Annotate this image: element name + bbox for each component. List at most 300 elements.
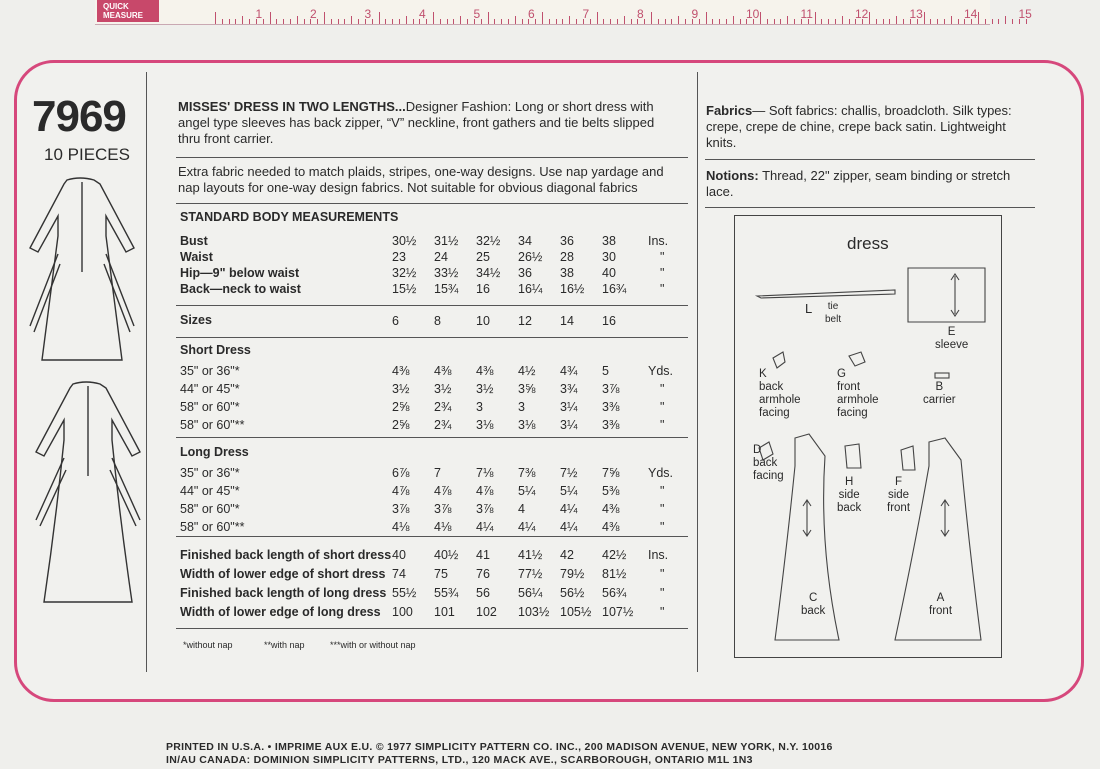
short-dress-heading: Short Dress [180,343,251,357]
ruler-tick [740,19,741,24]
ruler-tick [379,12,380,24]
cell-value: 25 [476,250,490,264]
ruler-tick [706,12,707,24]
ruler-number: 9 [691,7,699,21]
cell-value: 24 [434,250,448,264]
cell-value: 3⅝ [518,382,536,396]
piece-k-label: K back armhole facing [759,368,801,419]
cell-value: 3 [476,400,483,414]
ruler-tick [426,19,427,24]
cell-unit: " [660,484,665,498]
ruler-number: 1 [255,7,263,21]
cell-value: 4¼ [476,520,494,534]
pattern-pieces-diagram [734,215,1002,658]
measurements-heading: STANDARD BODY MEASUREMENTS [180,210,399,224]
description-line1: Designer Fashion: Long or short dress with [405,99,654,114]
cell-value: 26½ [518,250,543,264]
ruler-tick [699,19,700,24]
ruler-tick [726,19,727,24]
cell-unit: " [660,266,665,280]
ruler-tick [787,16,788,24]
cell-value: 3½ [434,382,452,396]
cell-value: 4⅜ [602,502,620,516]
size-value: 8 [434,314,441,328]
cell-value: 30½ [392,234,417,248]
row-label: Finished back length of short dress [180,548,392,562]
ruler-tick [849,19,850,24]
cell-unit: " [660,502,665,516]
cell-unit: " [660,586,665,600]
cell-value: 4½ [518,364,536,378]
ruler-tick [978,12,979,24]
piece-f-label: F side front [887,476,911,514]
cell-value: 33½ [434,266,459,280]
description-line3: thru front carrier. [178,131,274,146]
cell-value: 7⅝ [602,466,620,480]
ruler-tick [998,19,999,24]
cell-value: 34½ [476,266,501,280]
cell-value: 55¾ [434,586,459,600]
cell-value: 40 [602,266,616,280]
ruler-number: 14 [964,7,978,21]
cell-value: 7½ [560,466,578,480]
ruler-number: 12 [855,7,869,21]
cell-value: 3½ [392,382,410,396]
cell-value: 3⅞ [392,502,410,516]
row-label: Waist [180,250,213,264]
ruler-number: 5 [473,7,481,21]
row-label: 58" or 60"* [180,502,240,516]
ruler-tick [317,19,318,24]
ruler-tick [406,16,407,24]
cell-value: 6⅞ [392,466,410,480]
ruler-tick [815,12,816,24]
footer-line2: IN/AU CANADA: DOMINION SIMPLICITY PATTERNS, LTD., 120 MACK AVE., SCARBOROUGH, ONTARIO M1L 1N3 [166,754,753,766]
ruler-tick [481,19,482,24]
ruler-tick [433,12,434,24]
cell-value: 36 [518,266,532,280]
footnote-with-nap: **with nap [264,640,305,650]
ruler-tick [951,16,952,24]
divider [176,628,688,629]
ruler-tick [222,19,223,24]
cell-value: 3⅞ [434,502,452,516]
piece-e-label: E sleeve [935,326,969,351]
cell-unit: " [660,418,665,432]
cell-value: 56 [476,586,490,600]
cell-value: 34 [518,234,532,248]
row-label: 44" or 45"* [180,382,240,396]
ruler-tick [631,19,632,24]
row-label: 58" or 60"** [180,418,245,432]
piece-a-label: A front [929,592,953,617]
ruler-tick [385,19,386,24]
piece-b-label: B carrier [923,381,956,406]
cell-value: 7⅛ [476,466,494,480]
extra-note-line2: nap layouts for one-way design fabrics. Not suitable for obvious diagonal fabrics [178,180,638,195]
ruler-tick [992,19,993,24]
ruler-number: 2 [310,7,317,21]
cell-value: 15½ [392,282,417,296]
ruler-tick [821,19,822,24]
ruler-tick [590,19,591,24]
ruler-tick [610,19,611,24]
cell-value: 3⅛ [518,418,536,432]
cell-value: 4⅜ [476,364,494,378]
right-column-divider [697,72,698,672]
ruler-tick [494,19,495,24]
piece-l-name: tie belt [825,301,842,325]
ruler-tick [685,19,686,24]
ruler-tick [562,19,563,24]
quick-measure-ruler [95,0,1032,25]
piece-g-label: G front armhole facing [837,368,879,419]
fabrics-info [706,103,1036,151]
ruler-tick [501,19,502,24]
cell-value: 16½ [560,282,585,296]
cell-value: 5¼ [518,484,536,498]
notions-line2: lace. [706,184,734,199]
ruler-tick [1005,16,1006,24]
ruler-tick [924,12,925,24]
ruler-tick [276,19,277,24]
ruler-tick [549,19,550,24]
ruler-tick [651,12,652,24]
piece-l-letter: L [805,301,813,316]
ruler-logo: QUICK MEASURE [97,0,159,22]
cell-value: 105½ [560,605,592,619]
row-label: 58" or 60"** [180,520,245,534]
cell-value: 4¼ [560,520,578,534]
ruler-tick [249,19,250,24]
cell-value: 107½ [602,605,634,619]
cell-value: 7 [434,466,441,480]
cell-value: 4⅜ [392,364,410,378]
ruler-tick [304,19,305,24]
cell-value: 16¾ [602,282,627,296]
ruler-tick [467,19,468,24]
cell-value: 42 [560,548,574,562]
cell-value: 5 [602,364,609,378]
short-dress-illustration [22,176,142,376]
cell-value: 4¾ [560,364,578,378]
ruler-tick [597,12,598,24]
cell-value: 2¾ [434,418,452,432]
cell-value: 40½ [434,548,459,562]
ruler-tick [835,19,836,24]
cell-value: 38 [602,234,616,248]
row-label: 44" or 45"* [180,484,240,498]
ruler-number: 7 [582,7,590,21]
cell-value: 38 [560,266,574,280]
ruler-tick [767,19,768,24]
cell-value: 2⅝ [392,400,410,414]
ruler-tick [358,19,359,24]
cell-unit: " [660,282,665,296]
cell-unit: Ins. [648,548,669,562]
sizes-label: Sizes [180,313,212,327]
pieces-count: 10 PIECES [44,145,130,164]
ruler-tick [569,16,570,24]
row-label: 58" or 60"* [180,400,240,414]
cell-unit: " [660,250,665,264]
notions-label: Notions: [706,168,759,183]
ruler-tick [440,19,441,24]
extra-note-line1: Extra fabric needed to match plaids, stripes, one-way designs. Use nap yardage and [178,164,664,179]
ruler-tick [665,19,666,24]
cell-value: 4⅜ [602,520,620,534]
cell-value: 7⅜ [518,466,536,480]
cell-value: 4⅞ [392,484,410,498]
cell-value: 101 [434,605,455,619]
cell-value: 41½ [518,548,543,562]
ruler-number: 8 [637,7,644,21]
cell-unit: Ins. [648,234,669,248]
ruler-tick [242,16,243,24]
description-title: MISSES' DRESS IN TWO LENGTHS... [178,99,406,114]
row-label: Hip—9" below waist [180,266,300,280]
cell-unit: " [660,382,665,396]
row-label: Bust [180,234,208,248]
cell-value: 3⅛ [476,418,494,432]
cell-value: 4⅜ [434,364,452,378]
ruler-tick [869,12,870,24]
diagram-title: dress [847,234,889,253]
ruler-tick [392,19,393,24]
fabrics-line2: crepe, crepe de chine, crepe back satin. Lightweight [706,119,1006,134]
cell-value: 103½ [518,605,550,619]
size-value: 6 [392,314,399,328]
cell-value: 41 [476,548,490,562]
ruler-tick [283,19,284,24]
ruler-number: 4 [419,7,426,21]
row-label: Finished back length of long dress [180,586,387,600]
cell-value: 4⅛ [392,520,410,534]
cell-value: 32½ [392,266,417,280]
cell-value: 2¾ [434,400,452,414]
cell-value: 55½ [392,586,417,600]
cell-value: 3⅜ [602,418,620,432]
ruler-tick [399,19,400,24]
cell-value: 76 [476,567,490,581]
ruler-tick [338,19,339,24]
piece-h-label: H side back [837,476,862,514]
ruler-tick [937,19,938,24]
cell-value: 4⅞ [434,484,452,498]
ruler-tick [930,19,931,24]
ruler-number: 13 [909,7,923,21]
cell-value: 32½ [476,234,501,248]
size-value: 14 [560,314,574,328]
pattern-pieces-shapes [735,216,1001,657]
cell-value: 2⅝ [392,418,410,432]
row-label: Width of lower edge of short dress [180,567,386,581]
ruler-tick [985,19,986,24]
cell-value: 28 [560,250,574,264]
footer-line1: PRINTED IN U.S.A. • IMPRIME AUX E.U. © 1977 SIMPLICITY PATTERN CO. INC., 200 MADISON AVENUE, NEW YORK, N.Y. 10016 [166,741,833,753]
cell-value: 3¾ [560,382,578,396]
cell-value: 3⅞ [476,502,494,516]
ruler-tick [828,19,829,24]
ruler-tick [671,19,672,24]
row-label: Width of lower edge of long dress [180,605,381,619]
row-label: 35" or 36"* [180,364,240,378]
ruler-tick [542,12,543,24]
long-dress-illustration [28,380,148,610]
ruler-tick [903,19,904,24]
ruler-tick [624,16,625,24]
notions-info [706,168,1036,200]
ruler-tick [794,19,795,24]
ruler-tick [883,19,884,24]
fabrics-label: Fabrics [706,103,753,118]
cell-unit: " [660,400,665,414]
ruler-tick [515,16,516,24]
notions-line1: Thread, 22" zipper, seam binding or stretch [758,168,1011,183]
ruler-tick [842,16,843,24]
cell-value: 3 [518,400,525,414]
cell-value: 56¼ [518,586,543,600]
ruler-tick [372,19,373,24]
divider [176,337,688,338]
cell-value: 3¼ [560,418,578,432]
ruler-tick [617,19,618,24]
ruler-tick [535,19,536,24]
row-label: Back—neck to waist [180,282,301,296]
ruler-number: 15 [1018,7,1032,21]
cell-value: 77½ [518,567,543,581]
cell-value: 3⅞ [602,382,620,396]
ruler-number: 6 [528,7,535,21]
ruler-tick [344,19,345,24]
ruler-tick [215,12,216,24]
ruler-tick [1012,19,1013,24]
fabrics-line3: knits. [706,135,737,150]
ruler-tick [712,19,713,24]
ruler-tick [719,19,720,24]
extra-fabric-note [178,164,698,196]
cell-value: 3⅜ [602,400,620,414]
ruler-tick [263,19,264,24]
ruler-number: 3 [364,7,372,21]
divider [176,437,688,438]
cell-value: 16¼ [518,282,543,296]
pattern-number: 7969 [32,92,126,141]
ruler-tick [556,19,557,24]
divider [176,203,688,204]
ruler-tick [290,19,291,24]
cell-value: 56¾ [602,586,627,600]
ruler-tick [413,19,414,24]
cell-value: 40 [392,548,406,562]
size-value: 12 [518,314,532,328]
cell-value: 3¼ [560,400,578,414]
ruler-tick [733,16,734,24]
ruler-tick [896,16,897,24]
cell-value: 4¼ [518,520,536,534]
ruler-tick [235,19,236,24]
piece-c-label: C back [801,592,826,617]
ruler-tick [644,19,645,24]
cell-unit: " [660,520,665,534]
ruler-tick [331,19,332,24]
ruler-tick [658,19,659,24]
cell-value: 3½ [476,382,494,396]
ruler-tick [460,16,461,24]
piece-d-label: D back facing [753,444,784,482]
ruler-tick [270,12,271,24]
divider [705,207,1035,208]
ruler-tick [760,12,761,24]
cell-value: 74 [392,567,406,581]
fabrics-line1: — Soft fabrics: challis, broadcloth. Silk types: [752,103,1012,118]
cell-value: 100 [392,605,413,619]
divider [705,159,1035,160]
ruler-tick [229,19,230,24]
cell-value: 56½ [560,586,585,600]
cell-value: 36 [560,234,574,248]
cell-value: 16 [476,282,490,296]
ruler-tick [522,19,523,24]
cell-value: 4 [518,502,525,516]
footnote-with-or-without-nap: ***with or without nap [330,640,416,650]
ruler-tick [876,19,877,24]
cell-value: 5¼ [560,484,578,498]
size-value: 10 [476,314,490,328]
cell-value: 15¾ [434,282,459,296]
cell-value: 81½ [602,567,627,581]
ruler-tick [889,19,890,24]
ruler-tick [324,12,325,24]
cell-value: 4⅛ [434,520,452,534]
ruler-tick [453,19,454,24]
cell-value: 102 [476,605,497,619]
ruler-tick [678,16,679,24]
cell-unit: Yds. [648,364,674,378]
cell-value: 75 [434,567,448,581]
divider [176,157,688,158]
size-value: 16 [602,314,616,328]
cell-value: 79½ [560,567,585,581]
ruler-number: 10 [746,7,760,21]
ruler-tick [958,19,959,24]
cell-value: 4⅞ [476,484,494,498]
cell-value: 31½ [434,234,459,248]
divider [176,536,688,537]
description [178,99,698,147]
ruler-tick [351,16,352,24]
cell-value: 23 [392,250,406,264]
ruler-tick [576,19,577,24]
ruler-tick [297,16,298,24]
description-line2: angel type sleeves has back zipper, “V” neckline, front gathers and tie belts slipped [178,115,655,130]
ruler-tick [508,19,509,24]
cell-unit: " [660,567,665,581]
cell-value: 42½ [602,548,627,562]
ruler-tick [780,19,781,24]
cell-value: 30 [602,250,616,264]
ruler-tick [603,19,604,24]
divider [176,305,688,306]
ruler-tick [774,19,775,24]
long-dress-heading: Long Dress [180,445,249,459]
cell-unit: Yds. [648,466,674,480]
cell-value: 4¼ [560,502,578,516]
ruler-tick [488,12,489,24]
cell-unit: " [660,605,665,619]
footnote-without-nap: *without nap [183,640,233,650]
cell-value: 5⅜ [602,484,620,498]
